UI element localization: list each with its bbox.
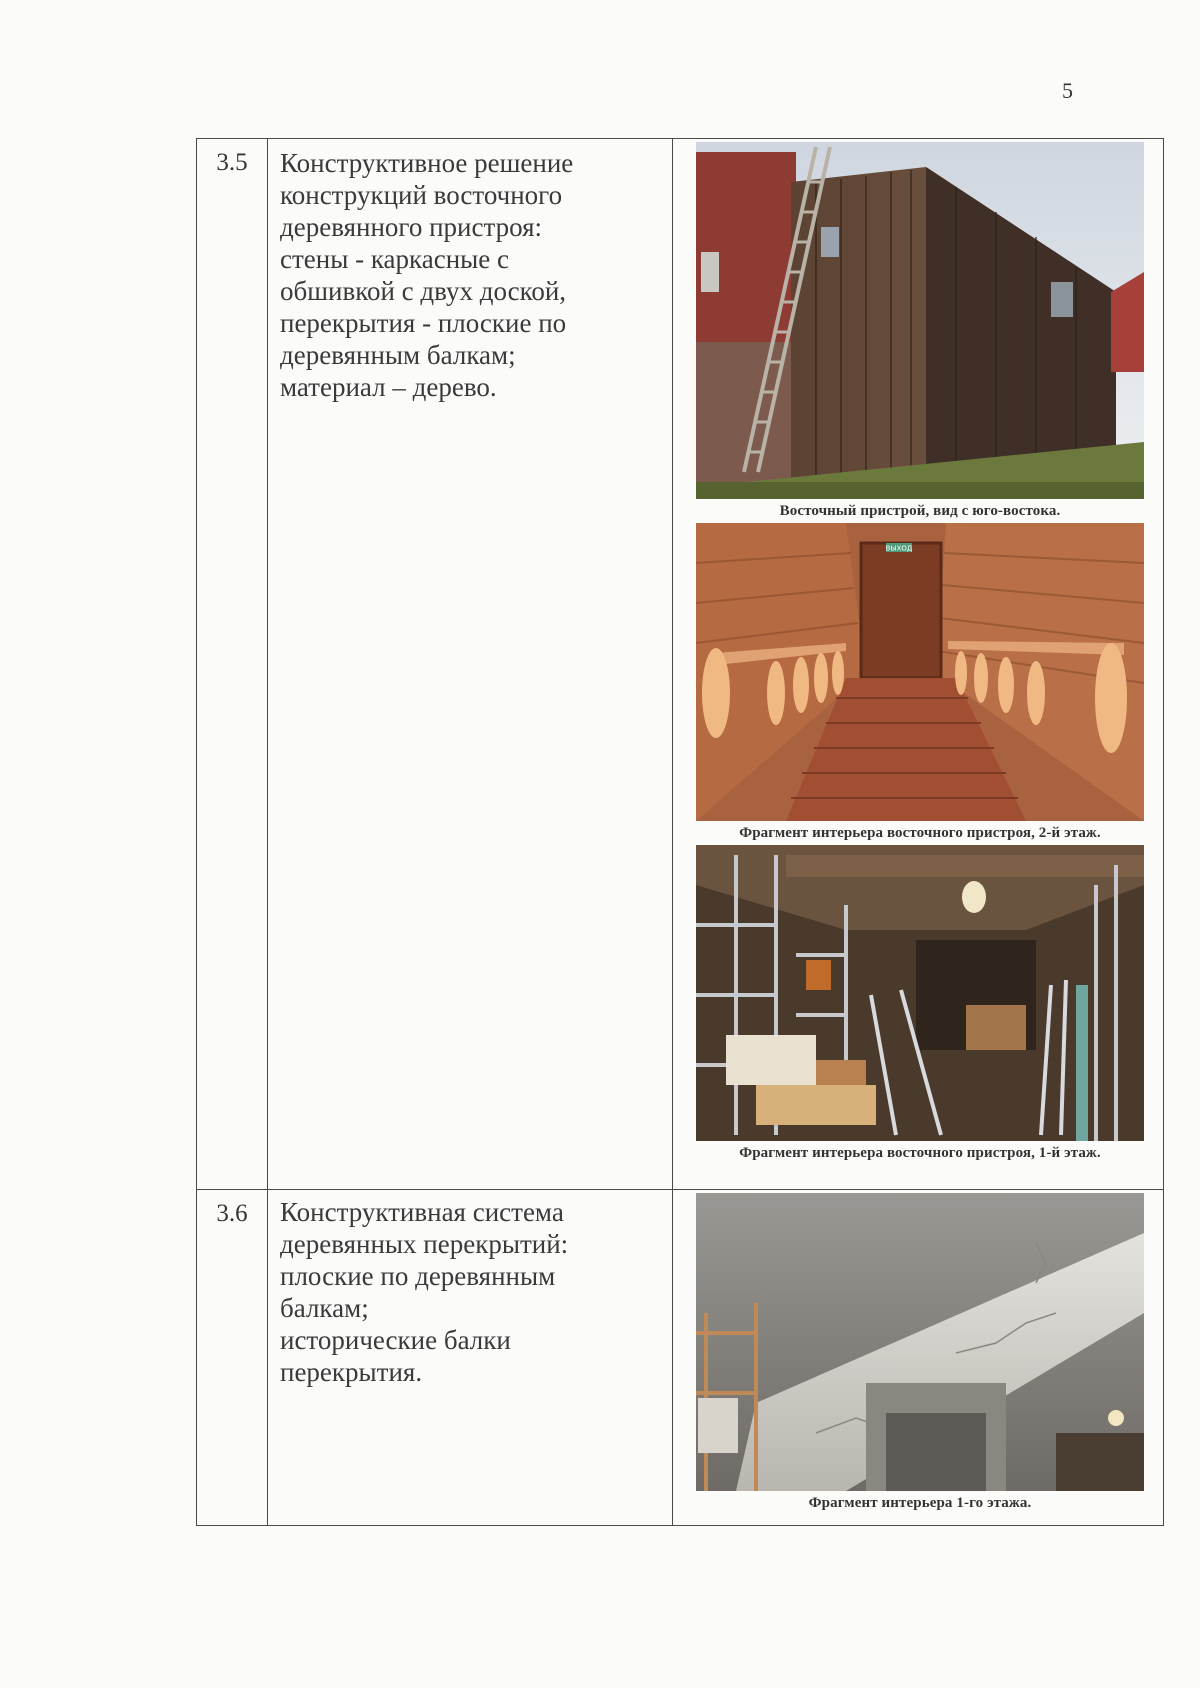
report-table [196, 138, 1164, 1526]
row-number: 3.5 [197, 139, 268, 1190]
photo-caption: Фрагмент интерьера восточного пристроя, 2-й этаж. [739, 825, 1101, 841]
description-line: обшивкой с двух доской, [280, 276, 567, 306]
description-line: Конструктивная система [280, 1197, 564, 1227]
photo-exterior-annex [696, 142, 1144, 499]
photo-caption: Восточный пристрой, вид с юго-востока. [779, 503, 1061, 519]
photo-column [673, 139, 1164, 1190]
exit-sign-text: ВЫХОД [885, 544, 913, 553]
description-line: деревянного пристроя: [280, 212, 542, 242]
description-line: Конструктивное решение [280, 148, 574, 178]
photo-interior-staircase [696, 523, 1144, 821]
description-line: стены - каркасные с [280, 244, 510, 274]
description-line: перекрытия. [280, 1357, 423, 1387]
row-description [268, 139, 673, 1190]
description-line: конструкций восточного [280, 180, 563, 210]
photo-caption: Фрагмент интерьера 1-го этажа. [808, 1495, 1032, 1511]
photo-interior-storage [696, 845, 1144, 1141]
table-row [197, 1190, 1164, 1526]
description-line: балкам; [280, 1293, 369, 1323]
photo-column [673, 1190, 1164, 1526]
photo-ceiling-beam [696, 1193, 1144, 1491]
description-line: деревянным балкам; [280, 340, 516, 370]
description-line: материал – дерево. [280, 372, 497, 402]
table-row [197, 139, 1164, 1190]
description-line: плоские по деревянным [280, 1261, 556, 1291]
description-line: перекрытия - плоские по [280, 308, 567, 338]
row-description [268, 1190, 673, 1526]
photo-caption: Фрагмент интерьера восточного пристроя, 1-й этаж. [739, 1145, 1101, 1161]
row-number: 3.6 [197, 1190, 268, 1526]
description-line: исторические балки [280, 1325, 511, 1355]
page-number: 5 [1062, 78, 1073, 103]
description-line: деревянных перекрытий: [280, 1229, 569, 1259]
